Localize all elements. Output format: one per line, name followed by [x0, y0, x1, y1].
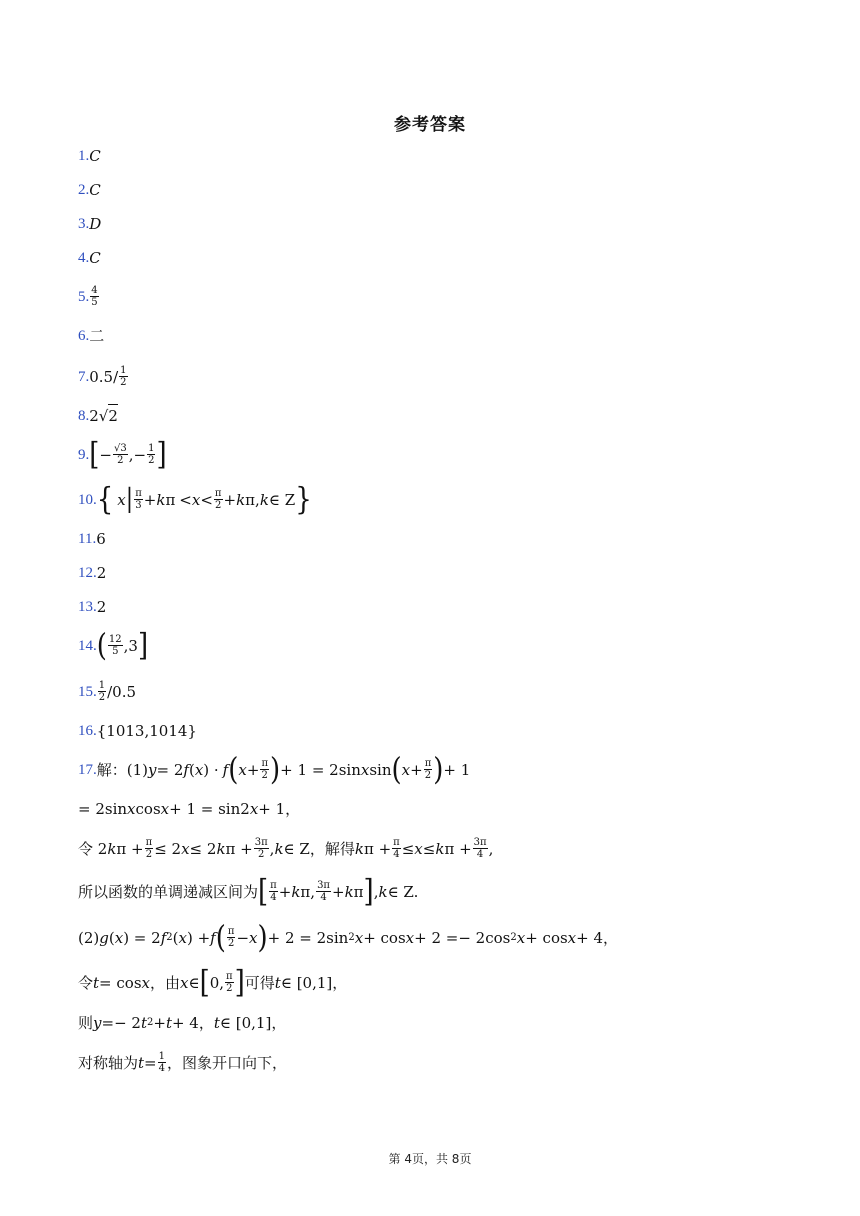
- answer-7: 7. 0.5/ 1 2: [78, 365, 127, 388]
- page-title: 参考答案: [394, 115, 466, 135]
- answer-17-line-1: 17. 解： (1) y = 2 f ( x ) · f ( x + π 2 ) + 1 = 2sin x sin ( x + π 2 ) + 1: [78, 751, 471, 788]
- answer-12: 12. 2: [78, 564, 107, 582]
- answer-16: 16. {1013,1014}: [78, 722, 197, 740]
- answer-17-line-8: 对称轴为 t = 1 4 ，图象开口向下，: [78, 1051, 288, 1074]
- answer-15: 15. 1 2 /0.5: [78, 680, 137, 703]
- answer-17-line-7: 则 y =− 2 t 2 + t + 4， t ∈ [0,1]，: [78, 1014, 287, 1032]
- answer-5: 5. 4 5: [78, 285, 98, 308]
- answer-17-line-5: (2) g ( x ) = 2 f 2 ( x ) + f ( π 2 − x ) + 2 = 2sin 2 x + cos x + 2 =− 2cos 2 x + cos x + 4，: [78, 919, 619, 956]
- answer-17-line-3: 令 2 k π + π 2 ≤ 2 x ≤ 2 k π + 3π 2 , k ∈ Z，解得 k π + π 4 ≤ x ≤ k π + 3π 4 ,: [78, 837, 494, 860]
- answer-14: 14. ( 12 5 ,3 ]: [78, 627, 149, 664]
- page-footer: 第 4页，共 8页: [388, 1152, 472, 1166]
- answer-11: 11. 6: [78, 530, 106, 548]
- answer-8: 8. 2√ 2: [78, 404, 118, 427]
- answer-9: 9. [ − √3 2 ,− 1 2 ]: [78, 436, 167, 473]
- answer-10: 10. { x | π 3 + k π < x < π 2 + k π, k ∈ Z }: [78, 481, 312, 518]
- answer-6: 6. 二: [78, 327, 105, 345]
- answer-3: 3. D: [78, 215, 102, 233]
- answer-17-line-4: 所以函数的单调递减区间为 [ π 4 + k π, 3π 4 + k π ] , k ∈ Z.: [78, 873, 419, 910]
- answer-17-line-6: 令 t = cos x ，由 x ∈ [ 0, π 2 ] 可得 t ∈ [0,1]，: [78, 964, 348, 1001]
- answer-4: 4. C: [78, 249, 101, 267]
- answer-17-line-2: = 2sin x cos x + 1 = sin2 x + 1，: [78, 800, 301, 818]
- answer-13: 13. 2: [78, 598, 107, 616]
- answer-2: 2. C: [78, 181, 101, 199]
- answer-1: 1. C: [78, 147, 101, 165]
